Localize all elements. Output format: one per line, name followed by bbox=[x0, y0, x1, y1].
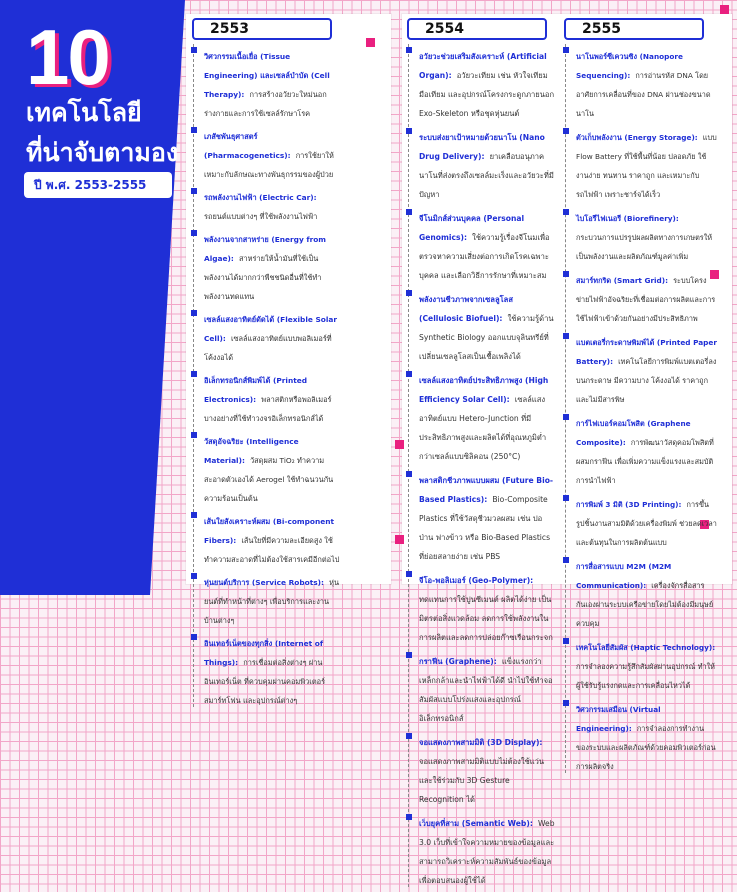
bullet-icon bbox=[191, 230, 197, 236]
item-description: เทคโนโลยีการพิมพ์แบตเตอรี่ลงบนกระดาษ มีความบาง โค้งงอได้ ราคาถูกและไม่มีสารพิษ bbox=[576, 357, 717, 404]
item-description: Bio-Composite Plastics ที่ใช้วัสดุชีวมวลผสม เช่น ปอ ป่าน ฟางข้าว หรือ Bio-Based Plastics ที่ย่อยสลายง่าย เช่น PBS bbox=[419, 495, 551, 561]
bullet-icon bbox=[406, 371, 412, 377]
item-title: อวัยวะช่วยเสริมสังเคราะห์ (Artificial Organ): bbox=[419, 52, 547, 80]
timeline-item bbox=[190, 185, 340, 223]
bullet-icon bbox=[563, 700, 569, 706]
timeline-item bbox=[405, 368, 555, 463]
item-title: เว็บยุคที่สาม (Semantic Web): bbox=[419, 819, 533, 828]
bullet-icon bbox=[406, 471, 412, 477]
item-description: วัสดุผสม TiO₂ ทำความสะอาดตัวเองได้ Aerogel ใช้ทำฉนวนกันความร้อนเป็นต้น bbox=[204, 456, 334, 503]
year-header: 2554 bbox=[407, 18, 547, 40]
timeline-item bbox=[405, 206, 555, 282]
timeline-item bbox=[405, 44, 555, 120]
item-title: วิศวกรรมเนื้อเยื่อ (Tissue Engineering) และเซลล์บำบัด (Cell Therapy): bbox=[204, 52, 330, 99]
item-description: ยาเคลือบอนุภาคนาโนที่ส่งตรงถึงเซลล์มะเร็งและอวัยวะที่มีปัญหา bbox=[419, 152, 554, 199]
bullet-icon bbox=[191, 371, 197, 377]
timeline-item bbox=[562, 268, 717, 325]
item-title: การสื่อสารแบบ M2M (M2M Communication): bbox=[576, 562, 672, 590]
timeline-list bbox=[405, 44, 555, 887]
item-description: ระบบโครงข่ายไฟฟ้าอัจฉริยะที่เชื่อมต่อการผลิตและการใช้ไฟฟ้าเข้าด้วยกันอย่างมีประสิทธิภาพ bbox=[576, 276, 716, 323]
bullet-icon bbox=[563, 209, 569, 215]
timeline-item bbox=[190, 124, 340, 181]
item-description: ใช้ความรู้ด้าน Synthetic Biology ออกแบบจุลินทรีย์ที่เปลี่ยนเซลลูโลสเป็นเชื้อเพลิงได้ bbox=[419, 314, 554, 361]
timeline-column-2555 bbox=[562, 18, 717, 778]
bullet-icon bbox=[563, 414, 569, 420]
item-title: จีโนมิกส์ส่วนบุคคล (Personal Genomics): bbox=[419, 214, 525, 242]
item-title: พลาสติกชีวภาพแบบผสม (Future Bio-Based Plastics): bbox=[419, 476, 554, 504]
item-title: สมาร์ทกริด (Smart Grid): bbox=[576, 276, 669, 285]
item-title: อินเทอร์เน็ตของทุกสิ่ง (Internet of Things): bbox=[204, 639, 324, 667]
timeline-item bbox=[190, 227, 340, 303]
bullet-icon bbox=[406, 209, 412, 215]
item-title: ระบบส่งยาเป้าหมายด้วยนาโน (Nano Drug Delivery): bbox=[419, 133, 545, 161]
bullet-icon bbox=[406, 290, 412, 296]
bullet-icon bbox=[191, 310, 197, 316]
decor-square bbox=[720, 5, 729, 14]
timeline-item bbox=[190, 368, 340, 425]
timeline-item bbox=[190, 509, 340, 566]
item-title: จีโอ-พอลิเมอร์ (Geo-Polymer): bbox=[419, 576, 534, 585]
timeline-list bbox=[190, 44, 340, 707]
year-header: 2553 bbox=[192, 18, 332, 40]
bullet-icon bbox=[563, 47, 569, 53]
timeline-item bbox=[562, 206, 717, 263]
timeline-item bbox=[562, 125, 717, 201]
item-title: เซลล์แสงอาทิตย์ดัดได้ (Flexible Solar Cell): bbox=[204, 315, 338, 343]
bullet-icon bbox=[406, 652, 412, 658]
timeline-item bbox=[562, 635, 717, 692]
item-description: ทดแทนการใช้ปูนซีเมนต์ ผลิตได้ง่าย เป็นมิตรต่อสิ่งแวดล้อม ลดการใช้พลังงานในการผลิตและลดการปล่อยก๊าซเรือนกระจก bbox=[419, 595, 553, 642]
item-description: เซลล์แสงอาทิตย์แบบพอลิเมอร์ที่โค้งงอได้ bbox=[204, 334, 332, 362]
item-description: เส้นใยที่มีความละเอียดสูง ใช้ทำความสะอาดที่ไม่ต้องใช้สารเคมีอีกต่อไป bbox=[204, 536, 340, 564]
item-description: แข็งแรงกว่าเหล็กกล้าและนำไฟฟ้าได้ดี นำไปใช้ทำจอสัมผัสแบบโปร่งแสงและอุปกรณ์อิเล็กทรอนิกส์ bbox=[419, 657, 553, 723]
item-description: Web 3.0 เว็บที่เข้าใจความหมายของข้อมูลและสามารถวิเคราะห์ความสัมพันธ์ของข้อมูลเพื่อตอบสนองผู้ใช้ได้ bbox=[419, 819, 555, 885]
item-description: เซลล์แสงอาทิตย์แบบ Hetero-Junction ที่มีประสิทธิภาพสูงและผลิตได้ที่อุณหภูมิต่ำกว่าเซลล์แบบซิลิคอน (250°C) bbox=[419, 395, 547, 461]
item-title: อิเล็กทรอนิกส์พิมพ์ได้ (Printed Electronics): bbox=[204, 376, 308, 404]
hero-title-line-2: ที่น่าจับตามอง bbox=[26, 138, 179, 167]
bullet-icon bbox=[406, 128, 412, 134]
bullet-icon bbox=[191, 432, 197, 438]
bullet-icon bbox=[406, 571, 412, 577]
item-title: เส้นใยสังเคราะห์ผสม (Bi-component Fibers): bbox=[204, 517, 335, 545]
bullet-icon bbox=[563, 333, 569, 339]
item-description: การใช้ยาให้เหมาะกับลักษณะทางพันธุกรรมของผู้ป่วย bbox=[204, 151, 334, 179]
item-title: ไบโอรีไฟเนอรี (Biorefinery): bbox=[576, 214, 679, 223]
year-header: 2555 bbox=[564, 18, 704, 40]
item-title: กราฟีน (Graphene): bbox=[419, 657, 497, 666]
timeline-item bbox=[562, 554, 717, 630]
timeline-item bbox=[405, 649, 555, 725]
timeline-item bbox=[562, 411, 717, 487]
bullet-icon bbox=[563, 128, 569, 134]
item-description: พลาสติกหรือพอลิเมอร์บางอย่างที่ใช้ทำวงจรอิเล็กทรอนิกส์ได้ bbox=[204, 395, 332, 423]
timeline-item bbox=[405, 125, 555, 201]
item-description: การสร้างอวัยวะใหม่นอกร่างกายและการใช้เซลล์รักษาโรค bbox=[204, 90, 327, 118]
timeline-item bbox=[562, 697, 717, 773]
item-title: จอแสดงภาพสามมิติ (3D Display): bbox=[419, 738, 543, 747]
timeline-item bbox=[562, 44, 717, 120]
item-description: อวัยวะเทียม เช่น หัวใจเทียม มือเทียม และอุปกรณ์โครงกระดูกภายนอก Exo-Skeleton หรือชุดหุ่นยนต์ bbox=[419, 71, 555, 118]
timeline-item bbox=[190, 307, 340, 364]
item-title: พลังงานชีวภาพจากเซลลูโลส (Cellulosic Biofuel): bbox=[419, 295, 513, 323]
decor-square bbox=[395, 440, 404, 449]
timeline-column-2554 bbox=[405, 18, 555, 892]
timeline-column-2553 bbox=[190, 18, 340, 711]
timeline-item bbox=[190, 429, 340, 505]
timeline-item bbox=[405, 568, 555, 644]
item-description: จอแสดงภาพสามมิติแบบไม่ต้องใช้แว่น และใช้ร่วมกับ 3D Gesture Recognition ได้ bbox=[419, 757, 545, 804]
bullet-icon bbox=[191, 573, 197, 579]
item-description: ใช้ความรู้เรื่องจีโนมเพื่อตรวจหาความเสี่ยงต่อการเกิดโรคเฉพาะบุคคล และเลือกวิธีการรักษาที่เหมาะสม bbox=[419, 233, 550, 280]
item-description: การขึ้นรูปชิ้นงานสามมิติด้วยเครื่องพิมพ์ ช่วยลดเวลาและต้นทุนในการผลิตต้นแบบ bbox=[576, 500, 717, 547]
timeline-item bbox=[190, 44, 340, 120]
item-description: การจำลองความรู้สึกสัมผัสผ่านอุปกรณ์ ทำให้ผู้ใช้รับรู้แรงกดและการเคลื่อนไหวได้ bbox=[576, 662, 715, 690]
bullet-icon bbox=[191, 127, 197, 133]
item-title: เทคโนโลยีสัมผัส (Haptic Technology): bbox=[576, 643, 716, 652]
item-title: หุ่นยนต์บริการ (Service Robots): bbox=[204, 578, 325, 587]
bullet-icon bbox=[563, 638, 569, 644]
item-title: วิศวกรรมเสมือน (Virtual Engineering): bbox=[576, 705, 661, 733]
item-title: การพิมพ์ 3 มิติ (3D Printing): bbox=[576, 500, 682, 509]
hero-number: 10 bbox=[26, 13, 109, 101]
item-title: เซลล์แสงอาทิตย์ประสิทธิภาพสูง (High Efficiency Solar Cell): bbox=[419, 376, 549, 404]
item-description: แบบ Flow Battery ที่ใช้พื้นที่น้อย ปลอดภัย ใช้งานง่าย ทนทาน ราคาถูก และเหมาะกับรถไฟฟ้า เพราะชาร์จได้เร็ว bbox=[576, 133, 717, 199]
item-description: กระบวนการแปรรูปผลผลิตทางการเกษตรให้เป็นพลังงานและผลิตภัณฑ์มูลค่าเพิ่ม bbox=[576, 233, 713, 261]
item-title: นาโนพอร์ซีเควนซิง (Nanopore Sequencing): bbox=[576, 52, 683, 80]
item-description: การอ่านรหัส DNA โดยอาศัยการเคลื่อนที่ของ DNA ผ่านช่องขนาดนาโน bbox=[576, 71, 711, 118]
item-description: สาหร่ายให้น้ำมันที่ใช้เป็นพลังงานได้มากกว่าพืชชนิดอื่นที่ใช้ทำพลังงานทดแทน bbox=[204, 254, 322, 301]
bullet-icon bbox=[191, 512, 197, 518]
bullet-icon bbox=[406, 733, 412, 739]
decor-square bbox=[395, 535, 404, 544]
bullet-icon bbox=[191, 634, 197, 640]
timeline-item bbox=[405, 730, 555, 806]
bullet-icon bbox=[563, 271, 569, 277]
decor-square bbox=[366, 38, 375, 47]
item-title: พลังงานจากสาหร่าย (Energy from Algae): bbox=[204, 235, 326, 263]
bullet-icon bbox=[406, 814, 412, 820]
bullet-icon bbox=[563, 495, 569, 501]
item-title: รถพลังงานไฟฟ้า (Electric Car): bbox=[204, 193, 317, 202]
timeline-item bbox=[405, 287, 555, 363]
timeline-item bbox=[562, 492, 717, 549]
year-range-badge: ปี พ.ศ. 2553-2555 bbox=[24, 172, 172, 198]
timeline-list bbox=[562, 44, 717, 773]
timeline-item bbox=[405, 468, 555, 563]
item-title: ตัวเก็บพลังงาน (Energy Storage): bbox=[576, 133, 698, 142]
bullet-icon bbox=[406, 47, 412, 53]
timeline-item bbox=[190, 631, 340, 707]
item-description: รถยนต์แบบต่างๆ ที่ใช้พลังงานไฟฟ้า bbox=[204, 212, 318, 221]
item-description: การเชื่อมต่อสิ่งต่างๆ ผ่านอินเทอร์เน็ต ที่ควบคุมผ่านคอมพิวเตอร์ สมาร์ทโฟน และอุปกรณ์ต่างๆ bbox=[204, 658, 326, 705]
item-description: การจำลองการทำงานของระบบและผลิตภัณฑ์ด้วยคอมพิวเตอร์ก่อนการผลิตจริง bbox=[576, 724, 716, 771]
item-description: การพัฒนาวัสดุคอมโพสิตที่ผสมกราฟีน เพื่อเพิ่มความแข็งแรงและสมบัติการนำไฟฟ้า bbox=[576, 438, 714, 485]
item-title: การ์ไฟเบอร์คอมโพสิต (Graphene Composite): bbox=[576, 419, 691, 447]
bullet-icon bbox=[191, 47, 197, 53]
bullet-icon bbox=[191, 188, 197, 194]
bullet-icon bbox=[563, 557, 569, 563]
item-description: เครื่องจักรสื่อสารกันเองผ่านระบบเครือข่ายโดยไม่ต้องมีมนุษย์ควบคุม bbox=[576, 581, 714, 628]
timeline-item bbox=[190, 570, 340, 627]
timeline-item bbox=[405, 811, 555, 887]
item-title: แบตเตอรี่กระดาษพิมพ์ได้ (Printed Paper Battery): bbox=[576, 338, 717, 366]
item-title: เภสัชพันธุศาสตร์ (Pharmacogenetics): bbox=[204, 132, 291, 160]
item-title: วัสดุอัจฉริยะ (Intelligence Material): bbox=[204, 437, 299, 465]
timeline-item bbox=[562, 330, 717, 406]
hero-title-line-1: เทคโนโลยี bbox=[26, 98, 142, 127]
item-description: หุ่นยนต์ที่ทำหน้าที่ต่างๆ เพื่อบริการและงานบ้านต่างๆ bbox=[204, 578, 340, 625]
